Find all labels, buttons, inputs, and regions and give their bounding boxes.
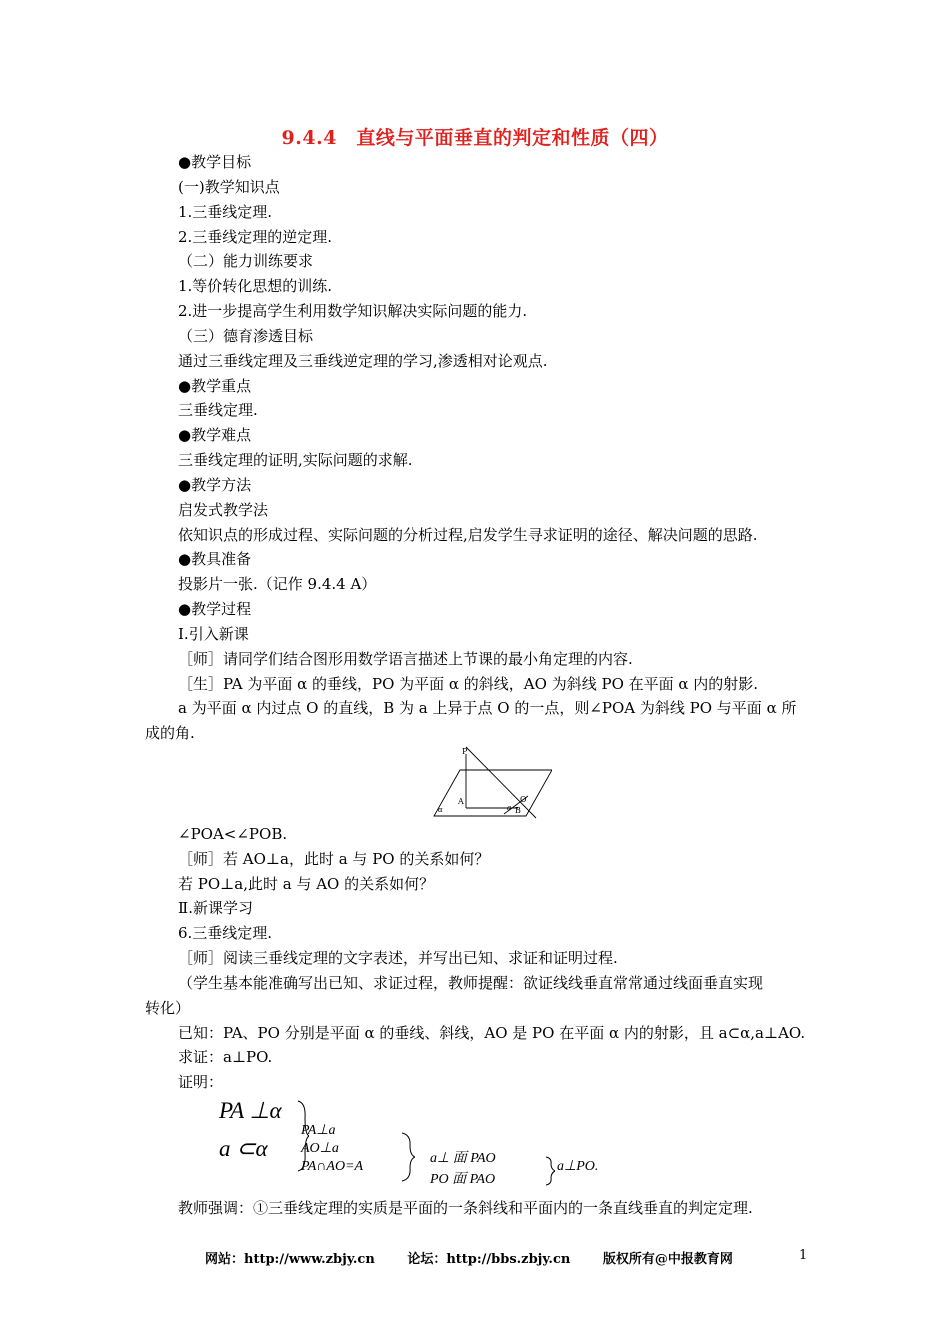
text-line: 通过三垂线定理及三垂线逆定理的学习,渗透相对论观点.	[178, 352, 548, 370]
proof-conclusion: a⊥PO.	[557, 1159, 599, 1174]
text-line: ●教学重点	[178, 377, 252, 395]
footer-forum-link[interactable]: 论坛：http://bbs.zbjy.cn	[407, 1252, 571, 1267]
text-line: ●教学过程	[178, 600, 252, 618]
page-number: 1	[799, 1248, 808, 1263]
text-line: 6.三垂线定理.	[178, 924, 273, 942]
text-line: ●教学方法	[178, 476, 252, 494]
text-line: 求证：a⊥PO.	[178, 1048, 273, 1066]
label-a: A	[458, 797, 464, 806]
text-line: 证明：	[178, 1073, 224, 1091]
text-line: 教师强调：①三垂线定理的实质是平面的一条斜线和平面内的一条直线垂直的判定定理.	[178, 1199, 753, 1217]
geometry-figure	[432, 746, 552, 820]
text-line: 1.三垂线定理.	[178, 203, 273, 221]
line-po	[466, 747, 536, 818]
text-line: 三垂线定理.	[178, 401, 258, 419]
text-line: ［生］PA 为平面 α 的垂线，PO 为平面 α 的斜线，AO 为斜线 PO 在平面 α 内的射影.	[178, 675, 759, 693]
brace-3	[545, 1156, 555, 1186]
text-line: 启发式教学法	[178, 501, 269, 519]
text-line: 投影片一张.（记作 9.4.4 A）	[178, 575, 377, 593]
text-line: （三）德育渗透目标	[178, 327, 314, 345]
text-line: 转化）	[145, 999, 191, 1017]
text-line: （学生基本能准确写出已知、求证过程，教师提醒：欲证线线垂直常常通过线面垂直实现	[178, 974, 764, 992]
text-line: ●教学难点	[178, 426, 252, 444]
footer-copyright: 版权所有@中报教育网	[602, 1252, 733, 1267]
label-b: B	[515, 806, 521, 815]
text-line: a 为平面 α 内过点 O 的直线，B 为 a 上异于点 O 的一点，则∠POA 为斜线 PO 与平面 α 所	[178, 699, 797, 717]
text-line: （二）能力训练要求	[178, 252, 314, 270]
proof-block	[215, 1098, 635, 1188]
label-p: P	[462, 747, 468, 756]
proof-premise-1: PA ⊥α	[219, 1098, 282, 1123]
text-line: Ⅰ.引入新课	[178, 625, 249, 643]
proof-step-3: PA∩AO=A	[301, 1159, 364, 1174]
proof-premise-2: a ⊂α	[219, 1136, 268, 1161]
label-alpha: α	[438, 806, 443, 814]
page-footer	[205, 1248, 761, 1267]
text-line: 2.三垂线定理的逆定理.	[178, 228, 333, 246]
text-line: ∠POA<∠POB.	[178, 825, 288, 843]
footer-site-link[interactable]: 网站：http://www.zbjy.cn	[205, 1252, 375, 1267]
text-line: 三垂线定理的证明,实际问题的求解.	[178, 451, 413, 469]
text-line: 已知：PA、PO 分别是平面 α 的垂线、斜线，AO 是 PO 在平面 α 内的射影，且 a⊂α,a⊥AO.	[178, 1024, 806, 1042]
proof-step-5: PO 面 PAO	[430, 1172, 496, 1187]
text-line: 1.等价转化思想的训练.	[178, 277, 333, 295]
text-line: 若 PO⊥a,此时 a 与 AO 的关系如何？	[178, 875, 435, 893]
proof-step-2: AO⊥a	[301, 1141, 339, 1156]
text-line: ［师］若 AO⊥a，此时 a 与 PO 的关系如何？	[178, 850, 490, 868]
label-o: O	[520, 795, 527, 804]
text-line: ［师］阅读三垂线定理的文字表述，并写出已知、求证和证明过程.	[178, 949, 618, 967]
text-line: (一)教学知识点	[178, 178, 280, 196]
text-line: 依知识点的形成过程、实际问题的分析过程,启发学生寻求证明的途径、解决问题的思路.	[178, 526, 758, 544]
proof-step-1: PA⊥a	[301, 1123, 336, 1138]
proof-step-4: a⊥ 面 PAO	[430, 1151, 496, 1166]
text-line: 2.进一步提高学生利用数学知识解决实际问题的能力.	[178, 302, 528, 320]
page-title: 9.4.4 直线与平面垂直的判定和性质（四）	[281, 127, 669, 149]
brace-2	[401, 1132, 415, 1182]
text-line: ●教具准备	[178, 550, 252, 568]
plane-alpha	[434, 770, 552, 816]
label-line-a: a	[507, 804, 512, 812]
text-line: ［师］请同学们结合图形用数学语言描述上节课的最小角定理的内容.	[178, 650, 633, 668]
text-line: Ⅱ.新课学习	[178, 899, 253, 917]
text-line: ●教学目标	[178, 153, 252, 171]
text-line: 成的角.	[145, 724, 195, 742]
